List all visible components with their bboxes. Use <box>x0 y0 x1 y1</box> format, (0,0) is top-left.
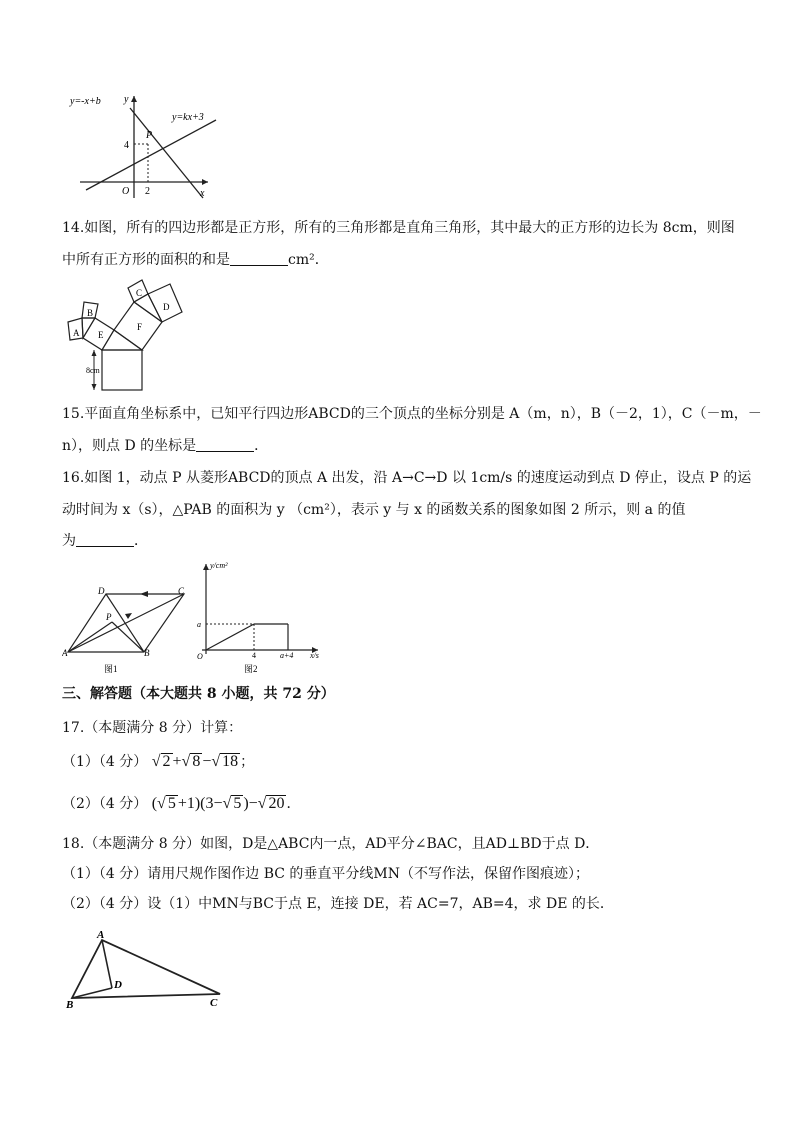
q16-answer-blank[interactable] <box>76 532 134 547</box>
label-b: B <box>87 308 94 318</box>
rhombus-label-a: A <box>62 648 68 658</box>
line2-label: y=kx+3 <box>172 112 204 123</box>
q16-text-line3 <box>62 531 148 551</box>
sqrt-2: 2 <box>162 753 171 770</box>
triangle-label-a: A <box>97 929 105 941</box>
x-axis-label: x <box>200 188 205 199</box>
q14-squares-figure <box>62 278 192 396</box>
q14-text-prefix: 中所有正方形的面积的和是 <box>62 252 230 268</box>
q18-triangle-figure <box>62 926 232 1010</box>
dimension-8cm: 8cm <box>86 366 100 375</box>
label-c: C <box>136 288 143 298</box>
q17-part2-end: ． <box>286 796 301 812</box>
point-p-label: P <box>146 130 153 141</box>
rhombus-label-d: D <box>98 586 105 596</box>
sqrt-5-b: 5 <box>233 795 242 812</box>
sqrt-18: 18 <box>222 753 239 770</box>
q17-part1 <box>62 752 254 772</box>
q13-graph-figure <box>68 90 218 202</box>
expr-middle: +1)(3− <box>177 795 223 812</box>
figure2-caption: 图2 <box>244 664 258 674</box>
rhombus-label-c: C <box>178 586 185 596</box>
label-f: F <box>137 322 143 332</box>
origin-label: O <box>122 186 130 197</box>
rhombus-label-p: P <box>106 612 112 622</box>
q16-text-prefix: 为 <box>62 533 76 549</box>
q15-text-suffix: ． <box>254 438 269 454</box>
op-minus: − <box>202 753 212 770</box>
op-plus: + <box>172 753 182 770</box>
q15-text-prefix: n），则点 D 的坐标是 <box>62 438 197 454</box>
y-axis-label: y <box>124 94 129 105</box>
q16-text-line1: 16.如图 1，动点 P 从菱形ABCD的顶点 A 出发，沿 A→C→D 以 1cm/s 的速度运动到点 D 停止，设点 P 的运 <box>62 470 752 486</box>
triangle-label-b: B <box>66 999 74 1010</box>
graph-a-label: a <box>197 620 201 629</box>
q18-part2: （2）（4 分）设（1）中MN与BC于点 E，连接 DE，若 AC=7，AB=4，求 DE 的长． <box>62 896 614 912</box>
graph-x-label: x/s <box>310 651 319 660</box>
q17-part2-label: （2）（4 分） <box>62 796 148 812</box>
q14-text-line2 <box>62 250 329 270</box>
q18-part1: （1）（4 分）请用尺规作图作边 BC 的垂直平分线MN（不写作法，保留作图痕迹）； <box>62 866 590 882</box>
q15-answer-blank[interactable] <box>196 437 254 452</box>
q17-intro: 17.（本题满分 8 分）计算： <box>62 720 243 736</box>
q14-answer-blank[interactable] <box>230 251 288 266</box>
q17-part2 <box>62 794 300 814</box>
y-tick-label: 4 <box>124 140 129 151</box>
q17-part2-expression: (√ 5 +1)(3−√ 5 )−√ 20 <box>151 795 285 812</box>
section-heading: 三、解答题（本大题共 8 小题，共 72 分） <box>62 686 335 702</box>
label-a: A <box>73 328 80 338</box>
q14-text-suffix: cm²． <box>288 252 329 268</box>
graph-origin-label: O <box>197 652 203 661</box>
q15-text-line2 <box>62 436 268 456</box>
x-tick-label: 2 <box>145 186 150 197</box>
sqrt-5-a: 5 <box>167 795 176 812</box>
line1-label: y=-x+b <box>70 96 101 107</box>
graph-tick-a4: a+4 <box>280 651 294 660</box>
triangle-label-d: D <box>114 979 122 991</box>
q16-text-line2: 动时间为 x（s），△PAB 的面积为 y （cm²），表示 y 与 x 的函数关系的图象如图 2 所示，则 a 的值 <box>62 502 686 518</box>
label-e: E <box>98 330 104 340</box>
q17-part1-label: （1）（4 分） <box>62 754 148 770</box>
sqrt-20: 20 <box>268 795 285 812</box>
graph-tick-4: 4 <box>252 651 256 660</box>
q17-part1-end: ； <box>240 754 255 770</box>
triangle-label-c: C <box>210 997 218 1009</box>
paren-open: ( <box>151 795 158 812</box>
q16-function-graph <box>194 558 334 678</box>
q18-intro: 18.（本题满分 8 分）如图，D是△ABC内一点，AD平分∠BAC，且AD⊥BD于点 D． <box>62 836 600 852</box>
q14-text-line1: 14.如图，所有的四边形都是正方形，所有的三角形都是直角三角形，其中最大的正方形的边长为 8cm，则图 <box>62 220 735 236</box>
graph-y-label: y/cm² <box>210 561 228 570</box>
q17-part1-expression: √ 2 +√ 8 −√ 18 <box>151 753 239 770</box>
label-d: D <box>163 302 170 312</box>
sqrt-8: 8 <box>192 753 201 770</box>
rhombus-label-b: B <box>144 648 150 658</box>
q16-rhombus-figure <box>62 582 192 678</box>
q16-text-suffix: ． <box>134 533 148 549</box>
figure1-caption: 图1 <box>104 664 118 674</box>
paren-close: )− <box>243 795 258 812</box>
q15-text-line1: 15.平面直角坐标系中，已知平行四边形ABCD的三个顶点的坐标分别是 A（m，n），B（－2，1），C（－m，－ <box>62 406 762 422</box>
